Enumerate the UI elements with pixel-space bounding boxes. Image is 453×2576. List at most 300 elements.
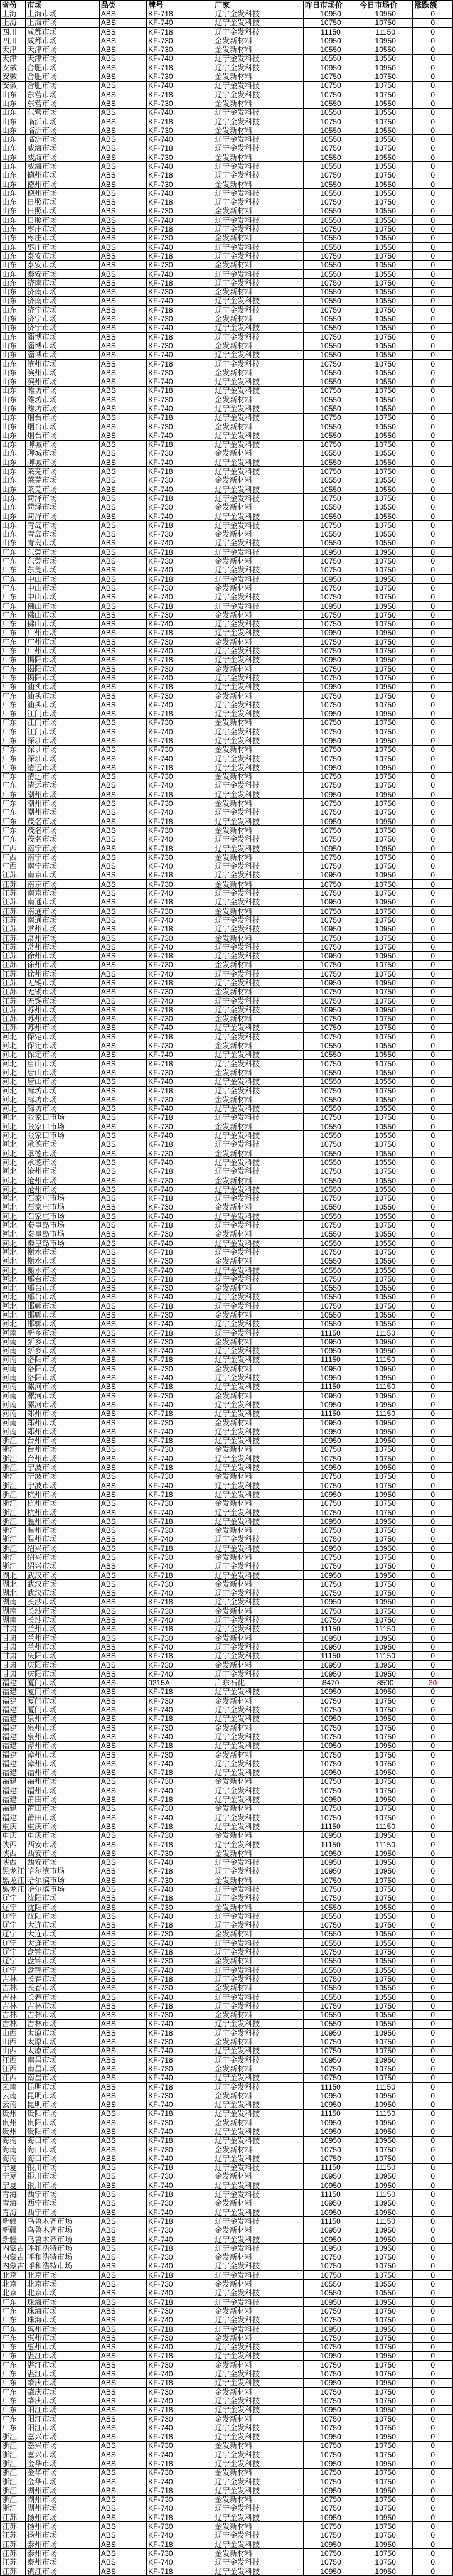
grade-cell: KF-730 — [147, 1311, 213, 1319]
manufacturer-cell: 金发新材料 — [213, 2280, 304, 2289]
yesterday-price-cell: 10950 — [303, 817, 358, 826]
market-cell: 湖州市场 — [26, 2495, 100, 2504]
grade-cell: KF-718 — [147, 9, 213, 18]
change-cell: 0 — [413, 171, 453, 180]
change-cell: 0 — [413, 2369, 453, 2378]
manufacturer-cell: 辽宁金发科技 — [213, 108, 304, 117]
yesterday-price-cell: 10750 — [303, 2262, 358, 2270]
province-cell: 福建 — [1, 1678, 26, 1687]
grade-cell: KF-730 — [147, 2549, 213, 2558]
manufacturer-cell: 辽宁金发科技 — [213, 1822, 304, 1831]
category-cell: ABS — [99, 2100, 146, 2109]
category-cell: ABS — [99, 404, 146, 413]
yesterday-price-cell: 10750 — [303, 889, 358, 898]
grade-cell: KF-730 — [147, 933, 213, 942]
market-cell: 贵阳市场 — [26, 2127, 100, 2136]
province-cell: 河北 — [1, 1077, 26, 1086]
change-cell: 0 — [413, 979, 453, 987]
category-cell: ABS — [99, 952, 146, 960]
market-cell: 威海市场 — [26, 144, 100, 153]
market-cell: 济宁市场 — [26, 306, 100, 314]
today-price-cell: 10950 — [358, 2405, 413, 2414]
change-cell: 0 — [413, 494, 453, 503]
province-cell: 江西 — [1, 2064, 26, 2073]
category-cell: ABS — [99, 1849, 146, 1858]
category-cell: ABS — [99, 906, 146, 915]
yesterday-price-cell: 10750 — [303, 521, 358, 530]
yesterday-price-cell: 10550 — [303, 1158, 358, 1167]
today-price-cell: 10950 — [358, 2567, 413, 2575]
today-price-cell: 10750 — [358, 1705, 413, 1714]
today-price-cell: 10750 — [358, 1786, 413, 1795]
table-row — [1, 2181, 453, 2190]
today-price-cell: 10550 — [358, 162, 413, 171]
table-row — [1, 485, 453, 494]
manufacturer-cell: 辽宁金发科技 — [213, 1409, 304, 1418]
category-cell: ABS — [99, 611, 146, 620]
today-price-cell: 10750 — [358, 754, 413, 763]
category-cell: ABS — [99, 539, 146, 547]
manufacturer-cell: 辽宁金发科技 — [213, 952, 304, 960]
table-row — [1, 2486, 453, 2495]
manufacturer-cell: 辽宁金发科技 — [213, 620, 304, 628]
change-cell: 0 — [413, 1597, 453, 1606]
manufacturer-cell: 辽宁金发科技 — [213, 700, 304, 709]
market-cell: 茂名市场 — [26, 835, 100, 844]
yesterday-price-cell: 10750 — [303, 2145, 358, 2154]
manufacturer-cell: 金发新材料 — [213, 1983, 304, 1992]
province-cell: 山东 — [1, 503, 26, 512]
market-cell: 海口市场 — [26, 2136, 100, 2145]
table-row — [1, 1311, 453, 1319]
grade-cell: KF-730 — [147, 207, 213, 215]
yesterday-price-cell: 10750 — [303, 906, 358, 915]
market-cell: 泉州市场 — [26, 1724, 100, 1732]
manufacturer-cell: 辽宁金发科技 — [213, 1302, 304, 1311]
today-price-cell: 10550 — [358, 1311, 413, 1319]
grade-cell: KF-718 — [147, 1409, 213, 1418]
table-row — [1, 1660, 453, 1669]
province-cell: 江苏 — [1, 943, 26, 952]
province-cell: 江苏 — [1, 2540, 26, 2549]
today-price-cell: 10750 — [358, 2450, 413, 2459]
change-cell: 0 — [413, 368, 453, 377]
province-cell: 河北 — [1, 1248, 26, 1257]
change-cell: 0 — [413, 2414, 453, 2423]
table-row — [1, 1006, 453, 1014]
category-cell: ABS — [99, 790, 146, 799]
table-row — [1, 2369, 453, 2378]
today-price-cell: 10550 — [358, 404, 413, 413]
manufacturer-cell: 辽宁金发科技 — [213, 162, 304, 171]
manufacturer-cell: 辽宁金发科技 — [213, 1194, 304, 1203]
market-cell: 茂名市场 — [26, 826, 100, 835]
province-cell: 江苏 — [1, 2567, 26, 2575]
today-price-cell: 10750 — [358, 2271, 413, 2280]
manufacturer-cell: 金发新材料 — [213, 2468, 304, 2477]
province-cell: 上海 — [1, 9, 26, 18]
category-cell: ABS — [99, 1885, 146, 1894]
column-header-market: 市场 — [26, 1, 100, 9]
grade-cell: KF-740 — [147, 512, 213, 520]
yesterday-price-cell: 10550 — [303, 539, 358, 547]
today-price-cell: 10750 — [358, 970, 413, 979]
yesterday-price-cell: 10750 — [303, 413, 358, 422]
today-price-cell: 10550 — [358, 449, 413, 458]
market-cell: 肇庆市场 — [26, 2387, 100, 2396]
manufacturer-cell: 辽宁金发科技 — [213, 925, 304, 933]
manufacturer-cell: 辽宁金发科技 — [213, 1328, 304, 1337]
change-cell: 0 — [413, 1023, 453, 1032]
category-cell: ABS — [99, 207, 146, 215]
today-price-cell: 10750 — [358, 960, 413, 969]
change-cell: 0 — [413, 1902, 453, 1911]
table-row — [1, 2253, 453, 2262]
grade-cell: KF-718 — [147, 2459, 213, 2468]
grade-cell: KF-730 — [147, 1149, 213, 1158]
today-price-cell: 10550 — [358, 341, 413, 350]
manufacturer-cell: 辽宁金发科技 — [213, 2423, 304, 2432]
manufacturer-cell: 辽宁金发科技 — [213, 404, 304, 413]
manufacturer-cell: 辽宁金发科技 — [213, 655, 304, 664]
grade-cell: KF-730 — [147, 260, 213, 269]
manufacturer-cell: 辽宁金发科技 — [213, 189, 304, 198]
manufacturer-cell: 辽宁金发科技 — [213, 2029, 304, 2037]
manufacturer-cell: 金发新材料 — [213, 1634, 304, 1643]
change-cell: 0 — [413, 243, 453, 252]
today-price-cell: 11150 — [358, 1382, 413, 1391]
today-price-cell: 10750 — [358, 2343, 413, 2351]
market-cell: 徐州市场 — [26, 960, 100, 969]
today-price-cell: 10750 — [358, 1302, 413, 1311]
market-cell: 茂名市场 — [26, 817, 100, 826]
province-cell: 浙江 — [1, 1490, 26, 1499]
today-price-cell: 10750 — [358, 1499, 413, 1508]
province-cell: 江苏 — [1, 1014, 26, 1023]
grade-cell: KF-730 — [147, 1014, 213, 1023]
category-cell: ABS — [99, 1517, 146, 1526]
table-row — [1, 1670, 453, 1678]
market-cell: 扬州市场 — [26, 2522, 100, 2531]
manufacturer-cell: 辽宁金发科技 — [213, 781, 304, 790]
change-cell: 0 — [413, 1939, 453, 1948]
market-cell: 银川市场 — [26, 2163, 100, 2172]
market-cell: 湛江市场 — [26, 2361, 100, 2369]
today-price-cell: 10950 — [358, 2244, 413, 2253]
table-row — [1, 1275, 453, 1284]
change-cell: 0 — [413, 332, 453, 341]
province-cell: 河南 — [1, 1427, 26, 1436]
table-row — [1, 1113, 453, 1122]
grade-cell: KF-730 — [147, 2226, 213, 2235]
change-cell: 0 — [413, 682, 453, 691]
change-cell: 0 — [413, 2324, 453, 2333]
change-cell: 0 — [413, 548, 453, 557]
category-cell: ABS — [99, 216, 146, 225]
yesterday-price-cell: 10550 — [303, 296, 358, 305]
province-cell: 山东 — [1, 296, 26, 305]
grade-cell: KF-718 — [147, 1248, 213, 1257]
category-cell: ABS — [99, 1113, 146, 1122]
change-cell: 0 — [413, 1194, 453, 1203]
category-cell: ABS — [99, 1014, 146, 1023]
change-cell: 0 — [413, 1041, 453, 1050]
manufacturer-cell: 辽宁金发科技 — [213, 1158, 304, 1167]
change-cell: 0 — [413, 1724, 453, 1732]
yesterday-price-cell: 10950 — [303, 2055, 358, 2064]
today-price-cell: 10550 — [358, 45, 413, 54]
market-cell: 南京市场 — [26, 880, 100, 889]
today-price-cell: 10750 — [358, 144, 413, 153]
today-price-cell: 10950 — [358, 1427, 413, 1436]
province-cell: 山东 — [1, 440, 26, 449]
grade-cell: KF-740 — [147, 2558, 213, 2567]
grade-cell: KF-730 — [147, 1338, 213, 1346]
province-cell: 内蒙古 — [1, 2253, 26, 2262]
category-cell: ABS — [99, 1975, 146, 1983]
category-cell: ABS — [99, 548, 146, 557]
yesterday-price-cell: 10550 — [303, 341, 358, 350]
grade-cell: KF-740 — [147, 2316, 213, 2324]
table-row — [1, 1149, 453, 1158]
table-row — [1, 709, 453, 718]
table-row — [1, 853, 453, 862]
province-cell: 浙江 — [1, 1508, 26, 1516]
province-cell: 浙江 — [1, 2468, 26, 2477]
market-cell: 潍坊市场 — [26, 404, 100, 413]
yesterday-price-cell: 10750 — [303, 2558, 358, 2567]
table-row — [1, 503, 453, 512]
category-cell: ABS — [99, 566, 146, 574]
today-price-cell: 10950 — [358, 63, 413, 72]
category-cell: ABS — [99, 36, 146, 45]
yesterday-price-cell: 10750 — [303, 144, 358, 153]
category-cell: ABS — [99, 844, 146, 852]
province-cell: 广东 — [1, 2414, 26, 2423]
market-cell: 东营市场 — [26, 90, 100, 99]
yesterday-price-cell: 10550 — [303, 243, 358, 252]
yesterday-price-cell: 10950 — [303, 2298, 358, 2307]
change-cell: 0 — [413, 1867, 453, 1876]
table-row — [1, 1050, 453, 1059]
market-cell: 莆田市场 — [26, 1813, 100, 1822]
table-row — [1, 314, 453, 323]
today-price-cell: 10750 — [358, 306, 413, 314]
category-cell: ABS — [99, 1338, 146, 1346]
table-row — [1, 2172, 453, 2181]
category-cell: ABS — [99, 2540, 146, 2549]
today-price-cell: 10750 — [358, 2316, 413, 2324]
yesterday-price-cell: 10750 — [303, 674, 358, 682]
market-cell: 秦皇岛市场 — [26, 1238, 100, 1247]
category-cell: ABS — [99, 1472, 146, 1481]
table-row — [1, 81, 453, 90]
manufacturer-cell: 辽宁金发科技 — [213, 350, 304, 359]
category-cell: ABS — [99, 1355, 146, 1364]
province-cell: 山东 — [1, 377, 26, 386]
grade-cell: KF-718 — [147, 1113, 213, 1122]
market-cell: 莆田市场 — [26, 1804, 100, 1813]
grade-cell: KF-718 — [147, 2351, 213, 2360]
yesterday-price-cell: 10750 — [303, 1562, 358, 1570]
province-cell: 广东 — [1, 2423, 26, 2432]
category-cell: ABS — [99, 647, 146, 655]
province-cell: 青海 — [1, 2190, 26, 2199]
category-cell: ABS — [99, 18, 146, 27]
manufacturer-cell: 辽宁金发科技 — [213, 1346, 304, 1355]
today-price-cell: 10750 — [358, 494, 413, 503]
change-cell: 0 — [413, 835, 453, 844]
market-cell: 贵阳市场 — [26, 2109, 100, 2118]
province-cell: 新疆 — [1, 2217, 26, 2226]
province-cell: 河北 — [1, 1257, 26, 1265]
grade-cell: KF-730 — [147, 2037, 213, 2046]
province-cell: 山东 — [1, 386, 26, 395]
category-cell: ABS — [99, 1328, 146, 1337]
category-cell: ABS — [99, 2486, 146, 2495]
manufacturer-cell: 辽宁金发科技 — [213, 198, 304, 207]
yesterday-price-cell: 10550 — [303, 1149, 358, 1158]
manufacturer-cell: 辽宁金发科技 — [213, 790, 304, 799]
province-cell: 广东 — [1, 674, 26, 682]
today-price-cell: 10950 — [358, 2181, 413, 2190]
today-price-cell: 10950 — [358, 2199, 413, 2208]
manufacturer-cell: 辽宁金发科技 — [213, 2531, 304, 2540]
province-cell: 湖北 — [1, 1570, 26, 1579]
province-cell: 山西 — [1, 2037, 26, 2046]
grade-cell: KF-740 — [147, 350, 213, 359]
market-cell: 南通市场 — [26, 916, 100, 925]
manufacturer-cell: 辽宁金发科技 — [213, 1355, 304, 1364]
market-cell: 天津市场 — [26, 54, 100, 63]
market-cell: 惠州市场 — [26, 2324, 100, 2333]
table-row — [1, 99, 453, 108]
table-row — [1, 763, 453, 772]
manufacturer-cell: 金发新材料 — [213, 638, 304, 647]
change-cell: 0 — [413, 1570, 453, 1579]
yesterday-price-cell: 10750 — [303, 862, 358, 871]
manufacturer-cell: 金发新材料 — [213, 1499, 304, 1508]
table-row — [1, 252, 453, 260]
grade-cell: KF-718 — [147, 2405, 213, 2414]
market-cell: 南京市场 — [26, 889, 100, 898]
grade-cell: KF-718 — [147, 1597, 213, 1606]
manufacturer-cell: 辽宁金发科技 — [213, 2100, 304, 2109]
market-cell: 张家口市场 — [26, 1131, 100, 1140]
change-cell: 0 — [413, 817, 453, 826]
category-cell: ABS — [99, 1346, 146, 1355]
manufacturer-cell: 金发新材料 — [213, 45, 304, 54]
market-cell: 无锡市场 — [26, 996, 100, 1005]
today-price-cell: 10750 — [358, 81, 413, 90]
grade-cell: KF-730 — [147, 1257, 213, 1265]
market-cell: 滨州市场 — [26, 368, 100, 377]
yesterday-price-cell: 10950 — [303, 1338, 358, 1346]
manufacturer-cell: 广东石化 — [213, 1678, 304, 1687]
today-price-cell: 10550 — [358, 2289, 413, 2297]
today-price-cell: 10550 — [358, 54, 413, 63]
yesterday-price-cell: 10750 — [303, 620, 358, 628]
grade-cell: KF-740 — [147, 2262, 213, 2270]
province-cell: 山东 — [1, 108, 26, 117]
table-row — [1, 2307, 453, 2316]
category-cell: ABS — [99, 1750, 146, 1759]
today-price-cell: 11150 — [358, 1822, 413, 1831]
table-row — [1, 332, 453, 341]
grade-cell: KF-730 — [147, 422, 213, 431]
grade-cell: KF-730 — [147, 341, 213, 350]
table-row — [1, 1454, 453, 1463]
grade-cell: KF-718 — [147, 467, 213, 476]
table-row — [1, 207, 453, 215]
grade-cell: KF-718 — [147, 2190, 213, 2199]
table-row — [1, 835, 453, 844]
today-price-cell: 10950 — [358, 1741, 413, 1750]
province-cell: 安徽 — [1, 63, 26, 72]
table-row — [1, 925, 453, 933]
market-cell: 阳江市场 — [26, 2405, 100, 2414]
province-cell: 河北 — [1, 1095, 26, 1104]
market-cell: 张家口市场 — [26, 1113, 100, 1122]
yesterday-price-cell: 10750 — [303, 2531, 358, 2540]
table-row — [1, 171, 453, 180]
today-price-cell: 10750 — [358, 1553, 413, 1562]
change-cell: 0 — [413, 2226, 453, 2235]
table-row — [1, 108, 453, 117]
category-cell: ABS — [99, 593, 146, 601]
table-row — [1, 1140, 453, 1149]
table-row — [1, 1939, 453, 1948]
today-price-cell: 10950 — [358, 2172, 413, 2181]
grade-cell: KF-730 — [147, 853, 213, 862]
grade-cell: KF-740 — [147, 1992, 213, 2001]
grade-cell: KF-718 — [147, 2055, 213, 2064]
change-cell: 0 — [413, 611, 453, 620]
yesterday-price-cell: 10550 — [303, 99, 358, 108]
today-price-cell: 10750 — [358, 2334, 413, 2343]
grade-cell: KF-718 — [147, 332, 213, 341]
category-cell: ABS — [99, 1705, 146, 1714]
manufacturer-cell: 辽宁金发科技 — [213, 63, 304, 72]
change-cell: 0 — [413, 386, 453, 395]
change-cell: 0 — [413, 799, 453, 808]
province-cell: 河北 — [1, 1284, 26, 1292]
market-cell: 厦门市场 — [26, 1678, 100, 1687]
market-cell: 洛阳市场 — [26, 1355, 100, 1364]
change-cell: 0 — [413, 1687, 453, 1696]
grade-cell: KF-718 — [147, 2217, 213, 2226]
yesterday-price-cell: 10950 — [303, 655, 358, 664]
grade-cell: KF-730 — [147, 880, 213, 889]
category-cell: ABS — [99, 260, 146, 269]
category-cell: ABS — [99, 1418, 146, 1427]
manufacturer-cell: 辽宁金发科技 — [213, 943, 304, 952]
change-cell: 0 — [413, 2378, 453, 2387]
market-cell: 郑州市场 — [26, 1427, 100, 1436]
today-price-cell: 10950 — [358, 2091, 413, 2100]
province-cell: 上海 — [1, 18, 26, 27]
category-cell: ABS — [99, 628, 146, 637]
today-price-cell: 10750 — [358, 225, 413, 233]
grade-cell: KF-740 — [147, 54, 213, 63]
yesterday-price-cell: 10950 — [303, 1463, 358, 1472]
province-cell: 重庆 — [1, 1822, 26, 1831]
province-cell: 河北 — [1, 1068, 26, 1077]
category-cell: ABS — [99, 1580, 146, 1589]
grade-cell: KF-718 — [147, 2540, 213, 2549]
table-row — [1, 952, 453, 960]
manufacturer-cell: 辽宁金发科技 — [213, 81, 304, 90]
